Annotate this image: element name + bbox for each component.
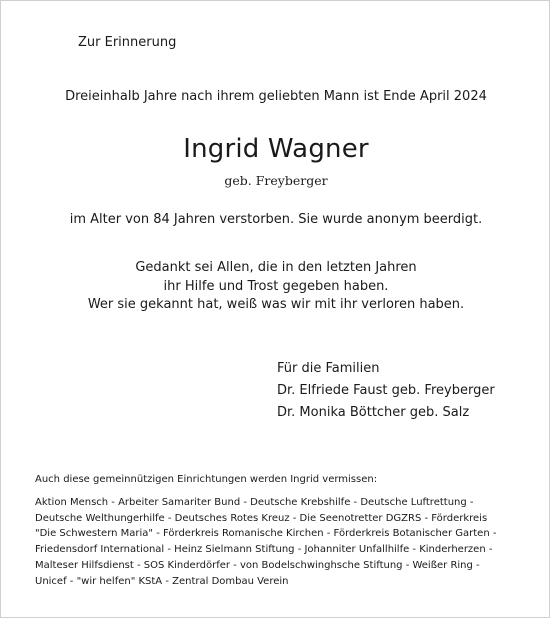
charity-line: Friedensdorf International - Heinz Sielmann Stiftung - Johanniter Unfallhilfe - Kinderherzen - xyxy=(35,544,493,556)
charity-line: Malteser Hilfsdienst - SOS Kinderdörfer - von Bodelschwinghsche Stiftung - Weißer Ring - xyxy=(35,559,480,571)
charity-line: Aktion Mensch - Arbeiter Samariter Bund - Deutsche Krebshilfe - Deutsche Luftrettung - xyxy=(35,497,474,508)
signers-block xyxy=(277,358,495,424)
deceased-name: Ingrid Wagner xyxy=(183,134,369,164)
thanks-paragraph xyxy=(1,259,550,315)
thanks-line: Gedankt sei Allen, die in den letzten Jahren xyxy=(135,260,417,275)
maiden-name: geb. Freyberger xyxy=(224,173,328,188)
intro-line: Dreieinhalb Jahre nach ihrem geliebten Mann ist Ende April 2024 xyxy=(65,89,487,104)
signer-name: Dr. Elfriede Faust geb. Freyberger xyxy=(277,383,495,398)
thanks-line: Wer sie gekannt hat, weiß was wir mit ihr verloren haben. xyxy=(87,297,465,312)
charity-list xyxy=(35,495,520,589)
signers-heading: Für die Familien xyxy=(277,361,380,376)
charity-line: "Die Schwestern Maria" - Förderkreis Romanische Kirchen - Förderkreis Botanischer Garten - xyxy=(35,528,497,540)
charity-line: Unicef - "wir helfen" KStA - Zentral Dombau Verein xyxy=(35,575,289,587)
charity-intro: Auch diese gemeinnützigen Einrichtungen werden Ingrid vermissen: xyxy=(35,474,378,485)
thanks-line: ihr Hilfe und Trost gegeben haben. xyxy=(163,278,389,294)
remembrance-label: Zur Erinnerung xyxy=(78,35,177,50)
signer-name: Dr. Monika Böttcher geb. Salz xyxy=(277,405,470,420)
charity-line: Deutsche Welthungerhilfe - Deutsches Rotes Kreuz - Die Seenotretter DGZRS - Förderkreis xyxy=(35,512,488,524)
death-statement: im Alter von 84 Jahren verstorben. Sie wurde anonym beerdigt. xyxy=(69,212,483,227)
